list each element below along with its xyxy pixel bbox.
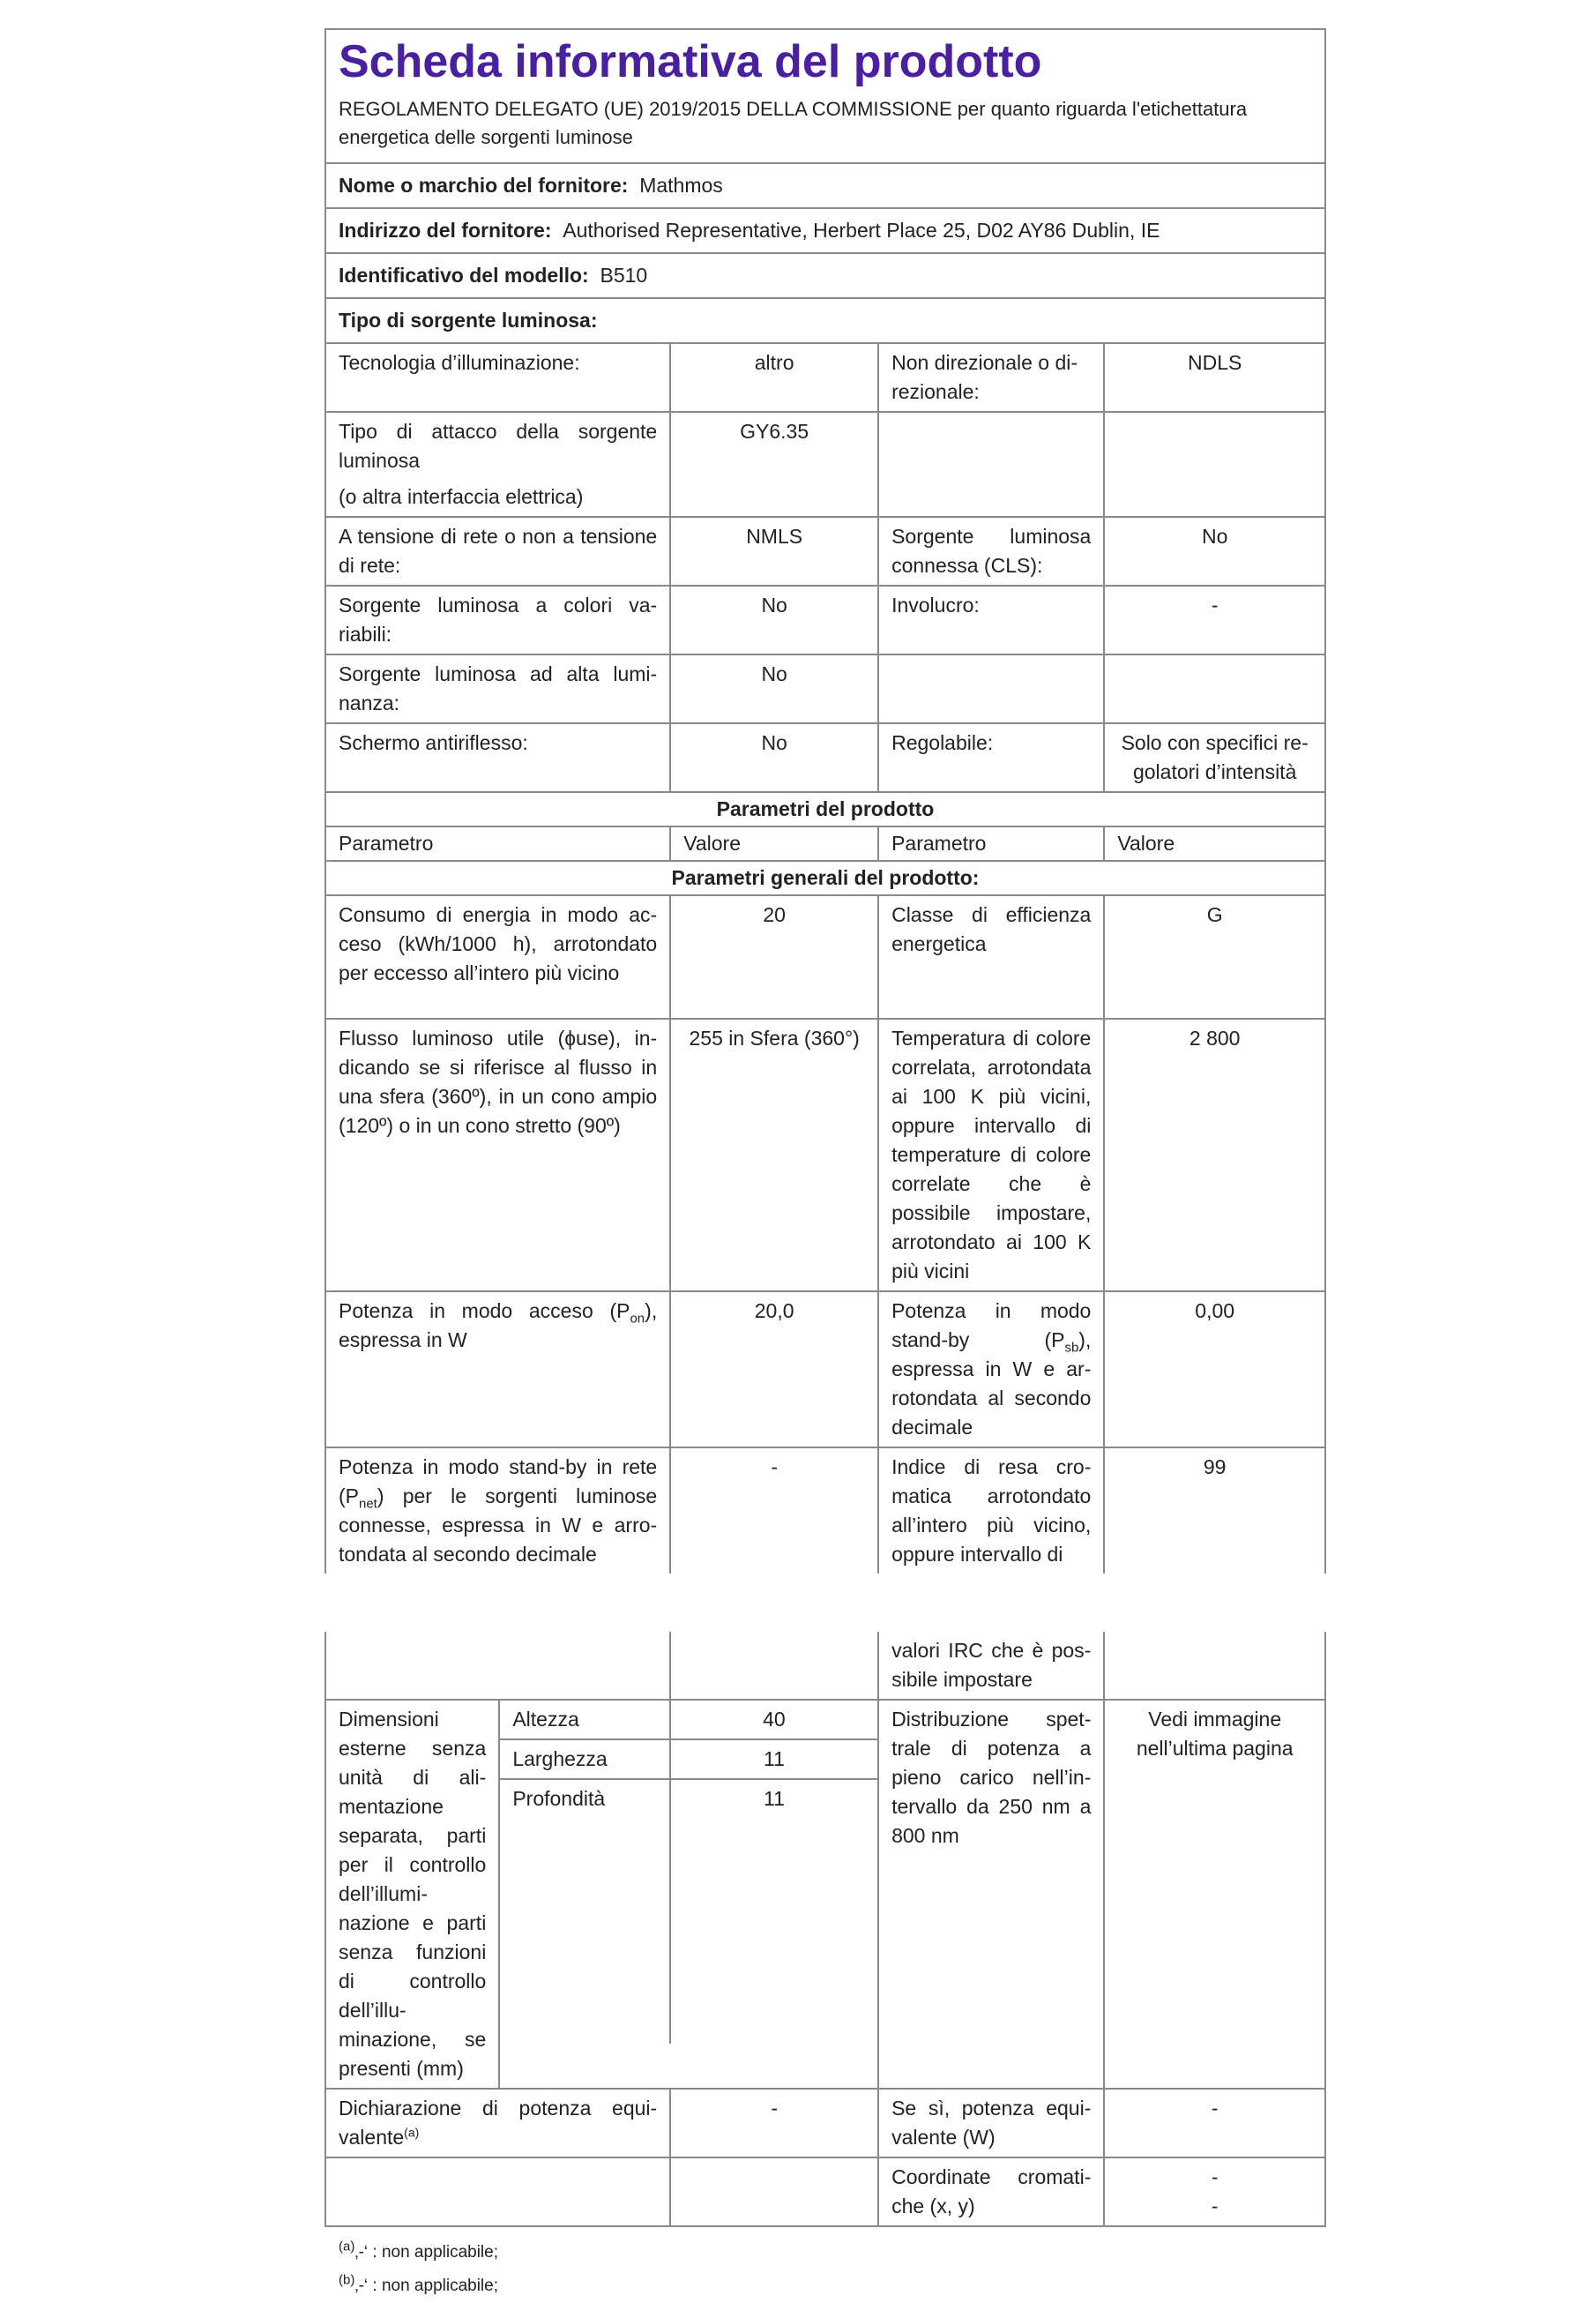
label-part: ), espressa in W [339,1299,658,1351]
subscript: on [630,1311,645,1327]
params-header: Parametri del prodotto [325,792,1325,826]
param-value: - [670,2089,878,2157]
footnote-text: ‚-‘ : non applicabile; [354,2243,498,2262]
param-value: 20 [670,895,878,1019]
dimensions-table [500,1701,877,2044]
continuation-row [325,1632,1325,1700]
param-label [878,654,1104,723]
param-label: Consumo di energia in modo acceso (kWh/1000 h), arrotondato per eccesso all’intero più vicino [325,895,670,1019]
general-row [325,1019,1325,1291]
param-label: Indice di resa cromatica arrotondato all’intero più vicino, oppure intervallo di [878,1447,1104,1574]
dimension-row [500,1739,877,1779]
subscript: sb [1064,1340,1079,1356]
dimensions-values [499,1700,878,2089]
param-value: No [1104,517,1325,586]
param-value: 99 [1104,1447,1325,1574]
dimensions-label: Dimensioni esterne senza unità di alimentazione separata, parti per il controllo dell’illuminazione e parti senza funzioni di controllo dell’illuminazione, se presenti (mm) [325,1700,499,2089]
param-value: No [670,723,878,792]
param-label-main: Tipo di attacco della sorgente luminosa [339,420,658,472]
empty-cell [325,2157,670,2226]
label-part: ), espressa in W e arrotondata al secondo decimale [891,1328,1092,1439]
dimension-value: 11 [670,1779,877,2044]
supplier-name-row [325,163,1325,208]
parameters-table [324,342,1326,1574]
dimension-value: 11 [670,1739,877,1779]
param-value: GY6.35 [670,412,878,517]
param-label: Non direzionale o direzionale: [878,343,1104,412]
param-label: Sorgente luminosa a colori variabili: [325,586,670,654]
col-header: Valore [670,826,878,861]
source-row [325,654,1325,723]
page-title: Scheda informativa del prodotto [339,36,1042,87]
param-label: Involucro: [878,586,1104,654]
param-value: No [670,586,878,654]
power-net-row [325,1447,1325,1574]
col-header: Parametro [325,826,670,861]
param-label: Flusso luminoso utile (ɸuse), indicando se si riferisce al flusso in una sfera (360º), in un cono ampio (120º) o in un cono stretto (90º) [325,1019,670,1291]
footnote-text: ‚-‘ : non applicabile; [354,2277,498,2295]
power-on-row [325,1291,1325,1447]
param-label: Distribuzione spettrale di potenza a pieno carico nell’intervallo da 250 nm a 800 nm [878,1700,1104,2089]
empty-cell [670,2157,878,2226]
source-row [325,586,1325,654]
param-value: No [670,654,878,723]
dimension-name: Profondità [500,1779,669,2044]
chroma-y: - [1211,2195,1219,2217]
param-label: Classe di efficienza energetica [878,895,1104,1019]
param-value: 20,0 [670,1291,878,1447]
chromaticity-row [325,2157,1325,2226]
param-label: Schermo antiriflesso: [325,723,670,792]
header-table [324,28,1326,344]
model-row [325,253,1325,298]
source-row [325,343,1325,412]
empty-cell [1104,1632,1325,1700]
param-label: Regolabile: [878,723,1104,792]
param-label [325,412,670,517]
dimension-name: Larghezza [500,1739,669,1779]
param-label: A tensione di rete o non a tensione di rete: [325,517,670,586]
param-label: Se sì, potenza equivalente (W) [878,2089,1104,2157]
label-part: Potenza in modo stand-by (P [891,1299,1092,1351]
param-label [325,1447,670,1574]
param-value: - [670,1447,878,1574]
general-row [325,895,1325,1019]
label-part: Potenza in modo stand-by in rete (P [339,1455,658,1507]
supplier-name-value: Mathmos [639,174,723,197]
col-header: Valore [1104,826,1325,861]
model-label: Identificativo del modello: [339,264,589,287]
empty-cell [325,1632,670,1700]
param-label [878,412,1104,517]
param-label: Temperatura di colore correlata, arrotondata ai 100 K più vicini, oppure intervallo di temperature di colore correlate che è possibile impostare, arrotondato ai 100 K più vicini [878,1019,1104,1291]
col-header: Parametro [878,826,1104,861]
chroma-x: - [1211,2165,1219,2188]
param-value: NMLS [670,517,878,586]
param-value: NDLS [1104,343,1325,412]
param-value: - [1104,2089,1325,2157]
param-label: valori IRC che è possibile impostare [878,1632,1104,1700]
param-value: 0,00 [1104,1291,1325,1447]
param-label-note: (o altra interfaccia elettrica) [339,485,584,508]
general-header: Parametri generali del prodotto: [325,861,1325,895]
param-value: - [1104,586,1325,654]
source-row [325,723,1325,792]
general-header-row [325,861,1325,895]
regulation-text: REGOLAMENTO DELEGATO (UE) 2019/2015 DELLA COMMISSIONE per quanto riguarda l'etichettatura energetica delle sorgenti luminose [339,98,1248,148]
dimension-value: 40 [670,1701,877,1739]
param-label [325,2089,670,2157]
title-cell [325,29,1325,163]
supplier-address-label: Indirizzo del fornitore: [339,219,552,242]
param-value [1104,654,1325,723]
supplier-address-row [325,208,1325,253]
param-value [1104,412,1325,517]
dimension-row [500,1701,877,1739]
param-value: 255 in Sfera (360°) [670,1019,878,1291]
equivalent-power-row [325,2089,1325,2157]
supplier-address-value: Authorised Representative, Herbert Place 25, D02 AY86 Dublin, IE [563,219,1160,242]
footnote [339,2269,1326,2303]
source-row [325,517,1325,586]
footnote [339,2236,1326,2269]
param-label: Tecnologia d’illuminazione: [325,343,670,412]
dimension-row [500,1779,877,2044]
empty-cell [670,1632,878,1700]
source-type-row [325,298,1325,343]
label-part: Dichiarazione di potenza equivalente [339,2097,658,2149]
param-value: Vedi immagine nell’ultima pagina [1104,1700,1325,2089]
dimension-name: Altezza [500,1701,669,1739]
superscript: (a) [404,2125,420,2140]
param-label: Coordinate cromatiche (x, y) [878,2157,1104,2226]
column-headers-row [325,826,1325,861]
source-type-label: Tipo di sorgente luminosa: [339,309,598,332]
param-value: 2 800 [1104,1019,1325,1291]
params-header-row [325,792,1325,826]
supplier-name-label: Nome o marchio del fornitore: [339,174,629,197]
model-value: B510 [600,264,648,287]
source-row [325,412,1325,517]
param-value: altro [670,343,878,412]
param-value: G [1104,895,1325,1019]
param-value: Solo con specifici regolatori d’intensità [1104,723,1325,792]
param-label [325,1291,670,1447]
parameters-table-continued [324,1632,1326,2227]
dimensions-row [325,1700,1325,2089]
label-part: ) per le sorgenti luminose connesse, espressa in W e arrotondata al secondo decimale [339,1484,658,1566]
param-label: Sorgente luminosa connessa (CLS): [878,517,1104,586]
subscript: net [359,1496,377,1512]
label-part: Potenza in modo acceso (P [339,1299,630,1322]
product-info-sheet [324,28,1326,2303]
param-value [1104,2157,1325,2226]
param-label [878,1291,1104,1447]
footnote-mark: (a) [339,2239,355,2254]
footnote-mark: (b) [339,2272,355,2288]
param-label: Sorgente luminosa ad alta luminanza: [325,654,670,723]
footnotes [324,2236,1326,2303]
